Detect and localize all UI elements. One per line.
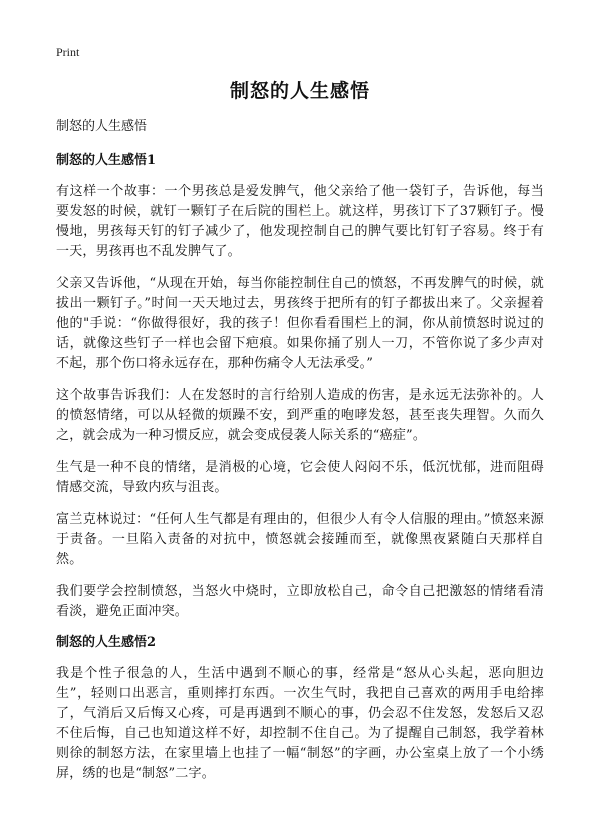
section-heading: 制怒的人生感悟1 (56, 153, 157, 168)
section-heading: 制怒的人生感悟2 (56, 635, 157, 650)
paragraph: 有这样一个故事：一个男孩总是爱发脾气，他父亲给了他一袋钉子，告诉他，每当要发怒的时候，就钉一颗钉子在后院的围栏上。就这样，男孩订下了37颗钉子。慢慢地，男孩每天钉的钉子减少了，他发现控制自己的脾气要比钉钉子容易。终于有一天，男孩再也不乱发脾气了。 (56, 184, 544, 259)
document-subtitle: 制怒的人生感悟 (56, 119, 148, 134)
paragraph: 我是个性子很急的人，生活中遇到不顺心的事，经常是“怒从心头起，恶向胆边生”，轻则口出恶言，重则摔打东西。一次生气时，我把自己喜欢的两用手电给摔了，气消后又后悔又心疼，可是再遇到不顺心的事，仍会忍不住发怒，发怒后又忍不住后悔，自己也知道这样不好，却控制不住自己。为了提醒自己制怒，我学着林则徐的制怒方法，在家里墙上也挂了一幅“制怒”的字画，办公室桌上放了一个小绣屏，绣的也是“制怒”二字。 (56, 666, 544, 781)
section-2 (56, 634, 544, 784)
paragraph: 这个故事告诉我们：人在发怒时的言行给别人造成的伤害，是永远无法弥补的。人的愤怒情绪，可以从轻微的烦躁不安，到严重的咆哮发怒，甚至丧失理智。久而久之，就会成为一种习惯反应，就会变成侵袭人际关系的“癌症”。 (56, 388, 544, 443)
paragraph: 我们要学会控制愤怒，当怒火中烧时，立即放松自己，命令自己把激怒的情绪看清看淡，避免正面冲突。 (56, 584, 544, 619)
paragraph: 父亲又告诉他，“从现在开始，每当你能控制住自己的愤怒，不再发脾气的时候，就拔出一颗钉子。”时间一天天地过去，男孩终于把所有的钉子都拔出来了。父亲握着他的"手说：“你做得很好，我的孩子！但你看看围栏上的洞，你从前愤怒时说过的话，就像这些钉子一样也会留下疤痕。如果你捅了别人一刀，不管你说了多少声对不起，那个伤口将永远存在，那种伤痛令人无法承受。” (56, 276, 544, 371)
section-1 (56, 152, 544, 622)
document-title: 制怒的人生感悟 (229, 80, 370, 102)
print-link[interactable]: Print (56, 45, 80, 59)
paragraph: 生气是一种不良的情绪，是消极的心境，它会使人闷闷不乐，低沉忧郁，进而阻碍情感交流，导致内疚与沮丧。 (56, 460, 544, 495)
paragraph: 富兰克林说过：“任何人生气都是有理由的，但很少人有令人信服的理由。”愤怒来源于责备。一旦陷入责备的对抗中，愤怒就会接踵而至，就像黑夜紧随白天那样自然。 (56, 512, 544, 567)
